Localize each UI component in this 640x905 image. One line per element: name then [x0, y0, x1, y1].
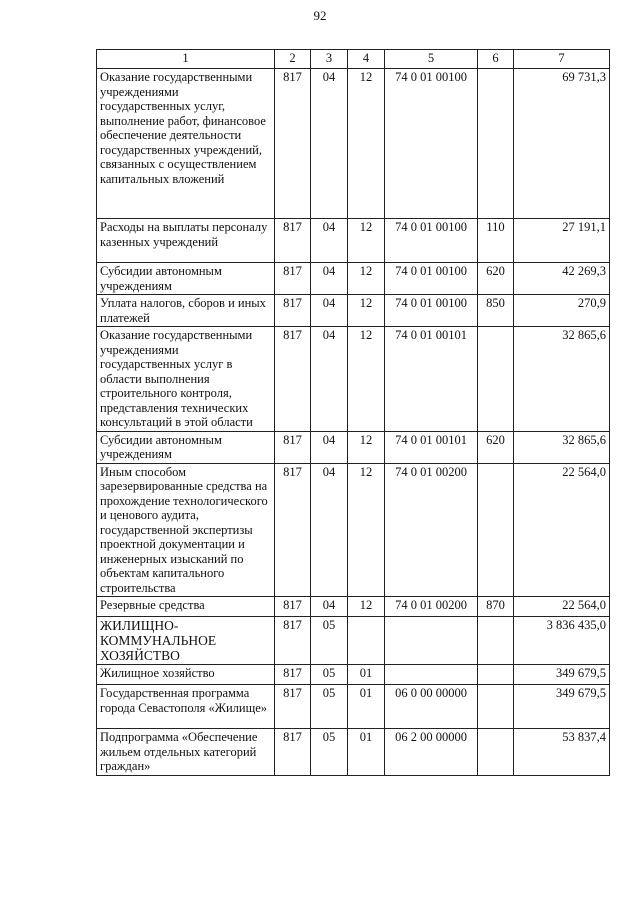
- page-number: 92: [313, 8, 327, 23]
- header-col-1: 1: [97, 50, 275, 69]
- row-subsection-code: 12: [348, 597, 385, 617]
- row-amount: 22 564,0: [514, 597, 610, 617]
- table-row: [97, 729, 610, 776]
- row-admin-code: 817: [275, 617, 311, 665]
- table-row: [97, 263, 610, 295]
- row-section-code: 04: [311, 219, 348, 263]
- row-name: Жилищное хозяйство: [97, 665, 275, 685]
- row-expense-type: 620: [478, 263, 514, 295]
- row-target-code: 06 0 00 00000: [385, 685, 478, 729]
- header-col-7: 7: [514, 50, 610, 69]
- row-target-code: 74 0 01 00200: [385, 463, 478, 597]
- row-section-code: 04: [311, 463, 348, 597]
- row-name: Расходы на выплаты персоналу казенных учреждений: [97, 219, 275, 263]
- table-row: [97, 327, 610, 432]
- row-admin-code: 817: [275, 327, 311, 432]
- row-amount: 53 837,4: [514, 729, 610, 776]
- row-expense-type: 870: [478, 597, 514, 617]
- table-row: [97, 597, 610, 617]
- header-col-5: 5: [385, 50, 478, 69]
- row-amount: 3 836 435,0: [514, 617, 610, 665]
- table-row: [97, 665, 610, 685]
- header-col-2: 2: [275, 50, 311, 69]
- row-amount: 32 865,6: [514, 327, 610, 432]
- row-expense-type: 620: [478, 431, 514, 463]
- row-target-code: [385, 617, 478, 665]
- row-name: ЖИЛИЩНО-КОММУНАЛЬНОЕ ХОЗЯЙСТВО: [97, 617, 275, 665]
- row-target-code: 74 0 01 00100: [385, 219, 478, 263]
- row-expense-type: 110: [478, 219, 514, 263]
- row-section-code: 04: [311, 597, 348, 617]
- header-col-4: 4: [348, 50, 385, 69]
- row-section-code: 04: [311, 263, 348, 295]
- row-amount: 22 564,0: [514, 463, 610, 597]
- row-expense-type: [478, 617, 514, 665]
- row-target-code: 74 0 01 00101: [385, 327, 478, 432]
- row-expense-type: 850: [478, 295, 514, 327]
- row-name: Уплата налогов, сборов и иных платежей: [97, 295, 275, 327]
- row-name: Оказание государственными учреждениями государственных услуг в области выполнения строительного контроля, представления технических консультаций в этой области: [97, 327, 275, 432]
- table-row: [97, 685, 610, 729]
- row-expense-type: [478, 463, 514, 597]
- row-amount: 349 679,5: [514, 665, 610, 685]
- row-section-code: 04: [311, 69, 348, 219]
- row-admin-code: 817: [275, 665, 311, 685]
- row-admin-code: 817: [275, 729, 311, 776]
- row-section-code: 05: [311, 617, 348, 665]
- row-subsection-code: 12: [348, 69, 385, 219]
- row-section-code: 05: [311, 729, 348, 776]
- table-row: [97, 69, 610, 219]
- row-admin-code: 817: [275, 69, 311, 219]
- row-expense-type: [478, 327, 514, 432]
- row-target-code: 74 0 01 00100: [385, 69, 478, 219]
- row-subsection-code: 01: [348, 685, 385, 729]
- row-name: Субсидии автономным учреждениям: [97, 431, 275, 463]
- row-subsection-code: 12: [348, 327, 385, 432]
- header-col-6: 6: [478, 50, 514, 69]
- row-target-code: 74 0 01 00100: [385, 295, 478, 327]
- row-admin-code: 817: [275, 597, 311, 617]
- row-subsection-code: 01: [348, 665, 385, 685]
- row-section-code: 05: [311, 685, 348, 729]
- row-target-code: [385, 665, 478, 685]
- row-target-code: 74 0 01 00101: [385, 431, 478, 463]
- table-row: [97, 219, 610, 263]
- table-row: [97, 295, 610, 327]
- row-name: Иным способом зарезервированные средства на прохождение технологического и ценового аудита, государственной экспертизы проектной документации и инженерных изысканий по объектам капитального строительства: [97, 463, 275, 597]
- table-row: [97, 617, 610, 665]
- row-amount: 42 269,3: [514, 263, 610, 295]
- row-subsection-code: 12: [348, 263, 385, 295]
- table-row: [97, 431, 610, 463]
- row-target-code: 74 0 01 00100: [385, 263, 478, 295]
- table-row: [97, 463, 610, 597]
- row-admin-code: 817: [275, 431, 311, 463]
- row-subsection-code: [348, 617, 385, 665]
- row-admin-code: 817: [275, 263, 311, 295]
- row-section-code: 04: [311, 327, 348, 432]
- row-section-code: 05: [311, 665, 348, 685]
- row-name: Государственная программа города Севастополя «Жилище»: [97, 685, 275, 729]
- row-subsection-code: 12: [348, 219, 385, 263]
- row-name: Резервные средства: [97, 597, 275, 617]
- row-subsection-code: 01: [348, 729, 385, 776]
- row-section-code: 04: [311, 295, 348, 327]
- row-amount: 349 679,5: [514, 685, 610, 729]
- row-name: Подпрограмма «Обеспечение жильем отдельных категорий граждан»: [97, 729, 275, 776]
- row-admin-code: 817: [275, 295, 311, 327]
- row-amount: 270,9: [514, 295, 610, 327]
- row-target-code: 74 0 01 00200: [385, 597, 478, 617]
- row-expense-type: [478, 685, 514, 729]
- row-expense-type: [478, 69, 514, 219]
- row-subsection-code: 12: [348, 463, 385, 597]
- row-target-code: 06 2 00 00000: [385, 729, 478, 776]
- row-subsection-code: 12: [348, 295, 385, 327]
- row-section-code: 04: [311, 431, 348, 463]
- budget-table: [96, 49, 610, 776]
- header-col-3: 3: [311, 50, 348, 69]
- row-admin-code: 817: [275, 463, 311, 597]
- row-admin-code: 817: [275, 219, 311, 263]
- row-expense-type: [478, 729, 514, 776]
- row-amount: 69 731,3: [514, 69, 610, 219]
- row-name: Оказание государственными учреждениями государственных услуг, выполнение работ, финансовое обеспечение деятельности государственных учреждений, связанных с осуществлением капитальных вложений: [97, 69, 275, 219]
- row-subsection-code: 12: [348, 431, 385, 463]
- row-amount: 32 865,6: [514, 431, 610, 463]
- table-header-row: [97, 50, 610, 69]
- row-expense-type: [478, 665, 514, 685]
- row-name: Субсидии автономным учреждениям: [97, 263, 275, 295]
- row-admin-code: 817: [275, 685, 311, 729]
- row-amount: 27 191,1: [514, 219, 610, 263]
